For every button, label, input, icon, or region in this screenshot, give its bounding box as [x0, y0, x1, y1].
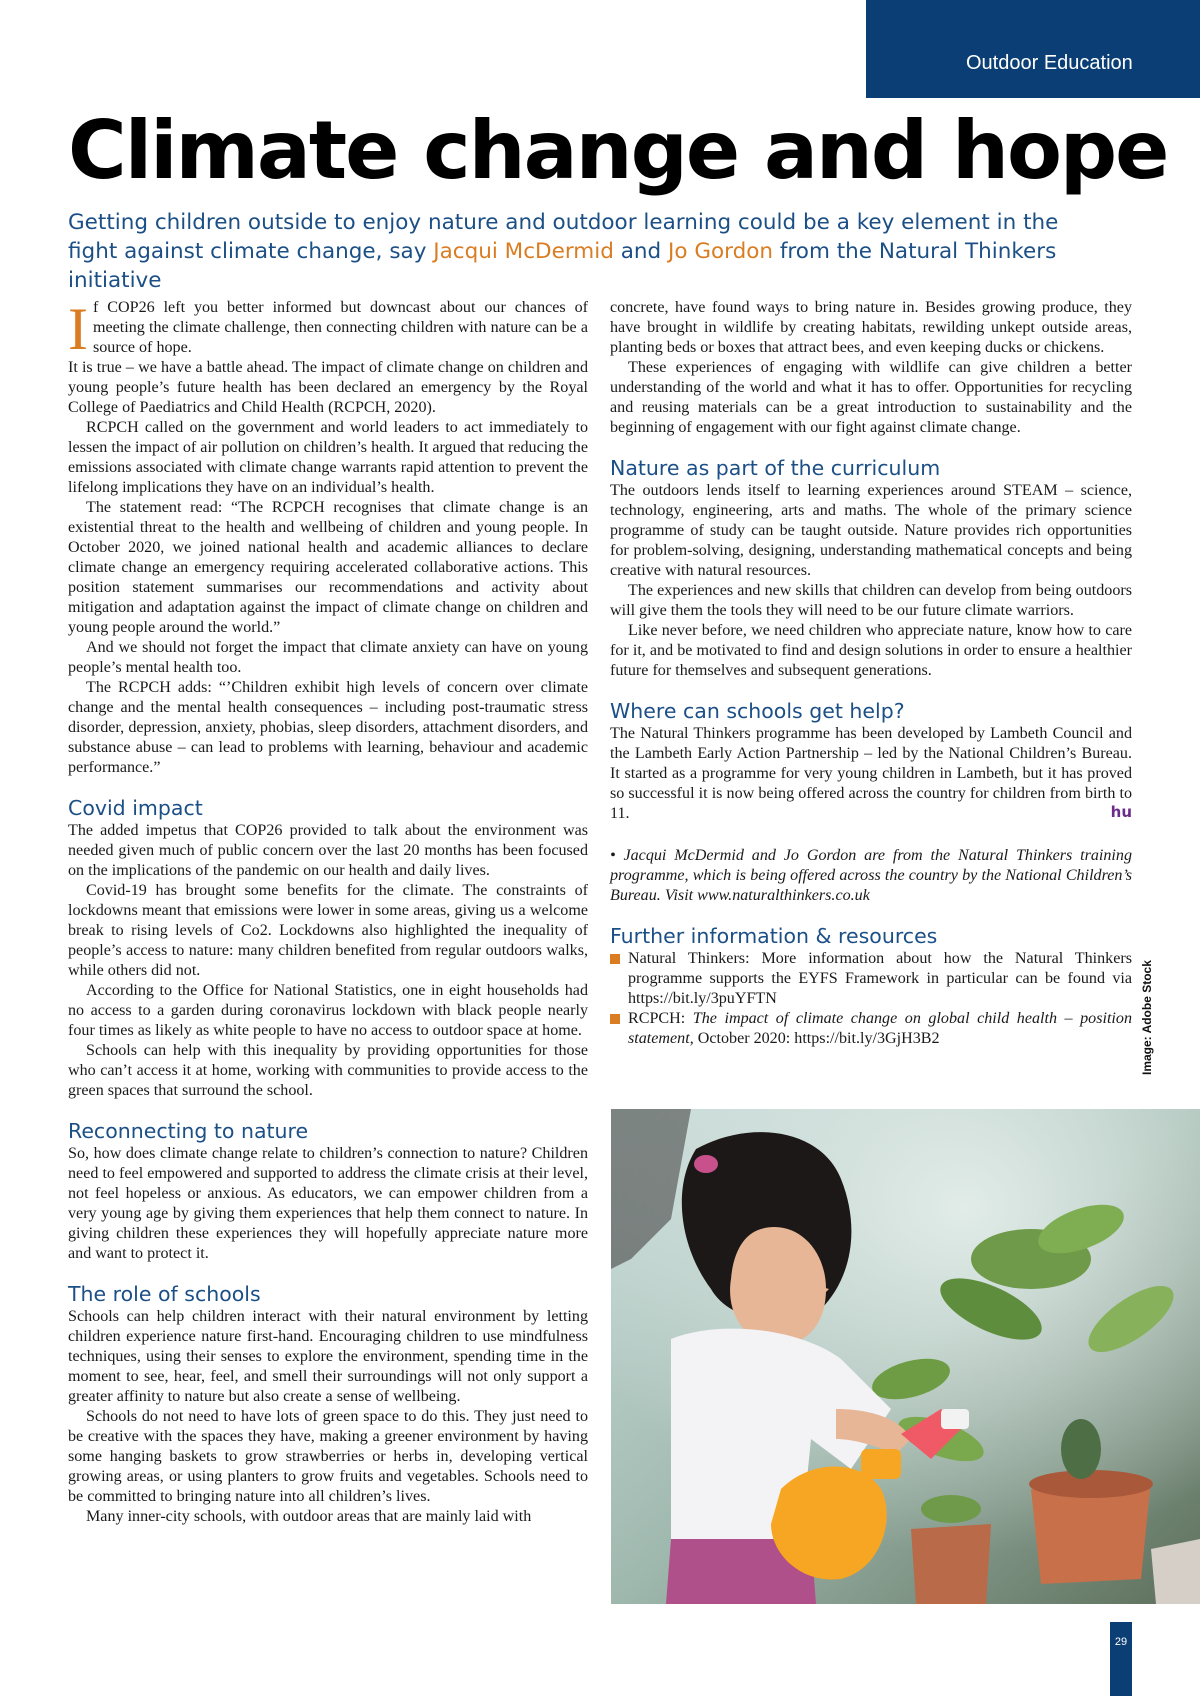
author-name: Jo Gordon: [667, 239, 774, 264]
subheading-reconnecting-to-nature: Reconnecting to nature: [68, 1119, 309, 1143]
image-credit: Image: Adobe Stock: [1140, 960, 1154, 1075]
end-mark-logo: hu: [1110, 803, 1132, 821]
body-paragraph: So, how does climate change relate to children’s connection to nature? Children need to feel empowered and supported to address the climate crisis at their level, not feel hopeless or anxious. As educators, we can empower children from a very young age by giving them experiences that help them connect to nature. In giving children these experiences they will hopefully appreciate nature more and want to protect it.: [68, 1145, 588, 1262]
drop-cap: I: [68, 296, 88, 362]
standfirst: [68, 208, 1078, 295]
body-paragraph: The experiences and new skills that children can develop from being outdoors will give them the tools they will need to be our future climate warriors.: [610, 582, 1132, 619]
body-paragraph: According to the Office for National Statistics, one in eight households had no access to a garden during coronavirus lockdown with black people nearly four times as likely as white people to have no access to outdoor space at home.: [68, 982, 588, 1039]
resource-title: The impact of climate change on global child health – position statement: [628, 1010, 1132, 1047]
body-paragraph: The outdoors lends itself to learning experiences around STEAM – science, technology, engineering, arts and maths. The whole of the primary science programme of study can be taught outside. Nature provides rich opportunities for problem-solving, designing, understanding mathematical concepts and being creative with natural resources.: [610, 482, 1132, 579]
resource-item: [610, 949, 1132, 1009]
body-paragraph: [610, 724, 1132, 824]
standfirst-text: Getting children outside to enjoy nature and outdoor learning could be a key element in the fight against climate change, say: [68, 210, 1059, 264]
paragraph-text: The Natural Thinkers programme has been developed by Lambeth Council and the Lambeth Early Action Partnership – led by the National Children’s Bureau. It started as a programme for very young children in Lambeth, but it has proved so successful it is now being offered across the country for children from birth to 11.: [610, 725, 1132, 822]
article-column-right: [610, 298, 1132, 1049]
resource-prefix: RCPCH:: [628, 1010, 693, 1027]
body-paragraph: Many inner-city schools, with outdoor areas that are mainly laid with: [86, 1508, 532, 1525]
body-paragraph: These experiences of engaging with wildlife can give children a better understanding of the world and what it has to offer. Opportunities for recycling and reusing materials can be a great introduction to sustainability and the beginning of engagement with our fight against climate change.: [610, 359, 1132, 436]
subheading-role-of-schools: The role of schools: [68, 1282, 261, 1306]
article-column-left: [68, 298, 588, 1527]
body-paragraph: RCPCH called on the government and world leaders to act immediately to lessen the impact of air pollution on children’s health. It argued that reducing the emissions associated with climate change warrants rapid attention to prevent the lifelong implications they have on an individual’s health.: [68, 419, 588, 496]
body-paragraph: It is true – we have a battle ahead. The impact of climate change on children and young people’s future health has been declared an emergency by the Royal College of Paediatrics and Child Health (RCPCH, 2020).: [68, 359, 588, 416]
page-number: 29: [1110, 1622, 1132, 1696]
body-paragraph: The RCPCH adds: “’Children exhibit high levels of concern over climate change and the mental health consequences – including post-traumatic stress disorder, depression, anxiety, phobias, sleep disorders, attachment disorders, and substance abuse – can lead to problems with learning, behaviour and academic performance.”: [68, 679, 588, 776]
subheading-covid-impact: Covid impact: [68, 796, 203, 820]
orange-bullet-icon: [610, 1014, 620, 1024]
photo-illustration: [611, 1109, 1200, 1604]
resource-suffix: , October 2020: https://bit.ly/3GjH3B2: [689, 1030, 940, 1047]
body-paragraph: Covid-19 has brought some benefits for the climate. The constraints of lockdowns meant that emissions were lower in some areas, giving us a welcome break to rising levels of Co2. Lockdowns also highlighted the inequality of people’s access to nature: many children benefited from regular outdoors walks, while others did not.: [68, 882, 588, 979]
body-paragraph: Schools can help children interact with their natural environment by letting children experience nature first-hand. Encouraging children to use mindfulness techniques, using their senses to explore the environment, spending time in the moment to see, hear, feel, and smell their surroundings will not only support a greater affinity to nature but also create a sense of wellbeing.: [68, 1308, 588, 1405]
body-paragraph: Like never before, we need children who appreciate nature, know how to care for it, and be motivated to find and design solutions in order to ensure a healthier future for themselves and subsequent generations.: [610, 622, 1132, 679]
resources-list: [610, 949, 1132, 1049]
body-paragraph: Schools do not need to have lots of green space to do this. They just need to be creative with the spaces they have, making a greener environment by having some hanging baskets to grow strawberries or herbs in, developing vertical growing areas, or using planters to grow fruits and vegetables. Schools need to be committed to bringing nature into all children’s lives.: [68, 1408, 588, 1505]
standfirst-text: and: [613, 239, 668, 264]
resource-text: Natural Thinkers: More information about how the Natural Thinkers programme supports the EYFS Framework in particular can be found via https://bit.ly/3puYFTN: [628, 950, 1132, 1007]
resource-item: [610, 1009, 1132, 1049]
body-paragraph: The added impetus that COP26 provided to talk about the environment was needed given much of public concern over the last 20 months has been focused on the implications of the pandemic on our health and daily lives.: [68, 822, 588, 879]
photo-child-watering-plants: [611, 1109, 1200, 1604]
subheading-nature-curriculum: Nature as part of the curriculum: [610, 456, 941, 480]
body-paragraph: concrete, have found ways to bring nature in. Besides growing produce, they have brought in wildlife by creating habitats, rewilding unkept outside areas, planting beds or boxes that attract bees, and even keeping ducks or chickens.: [610, 299, 1132, 356]
headline: Climate change and hope: [68, 104, 1168, 197]
section-tab: [866, 0, 1200, 98]
body-paragraph: Schools can help with this inequality by providing opportunities for those who can’t access it at home, working with communities to provide access to the green spaces that surround the school.: [68, 1042, 588, 1099]
section-label: Outdoor Education: [966, 52, 1133, 74]
body-paragraph: [68, 296, 588, 362]
subheading-where-get-help: Where can schools get help?: [610, 699, 905, 723]
subheading-further-information: Further information & resources: [610, 924, 938, 948]
author-bio: • Jacqui McDermid and Jo Gordon are from the Natural Thinkers training programme, which is being offered across the country by the National Children’s Bureau. Visit www.naturalthinkers.co.uk: [610, 847, 1132, 904]
paragraph-text: f COP26 left you better informed but downcast about our chances of meeting the climate challenge, then connecting children with nature can be a source of hope.: [92, 299, 588, 356]
author-name: Jacqui McDermid: [433, 239, 614, 264]
standfirst-text: from the Natural Thinkers initiative: [68, 239, 1057, 293]
body-paragraph: And we should not forget the impact that climate anxiety can have on young people’s mental health too.: [68, 639, 588, 676]
body-paragraph: The statement read: “The RCPCH recognises that climate change is an existential threat to the health and wellbeing of children and young people. In October 2020, we joined national health and academic alliances to declare climate change an emergency requiring accelerated collaborative actions. This position statement summarises our recommendations and activity about mitigation and adaptation against the impact of climate change on children and young people around the world.”: [68, 499, 588, 636]
orange-bullet-icon: [610, 954, 620, 964]
